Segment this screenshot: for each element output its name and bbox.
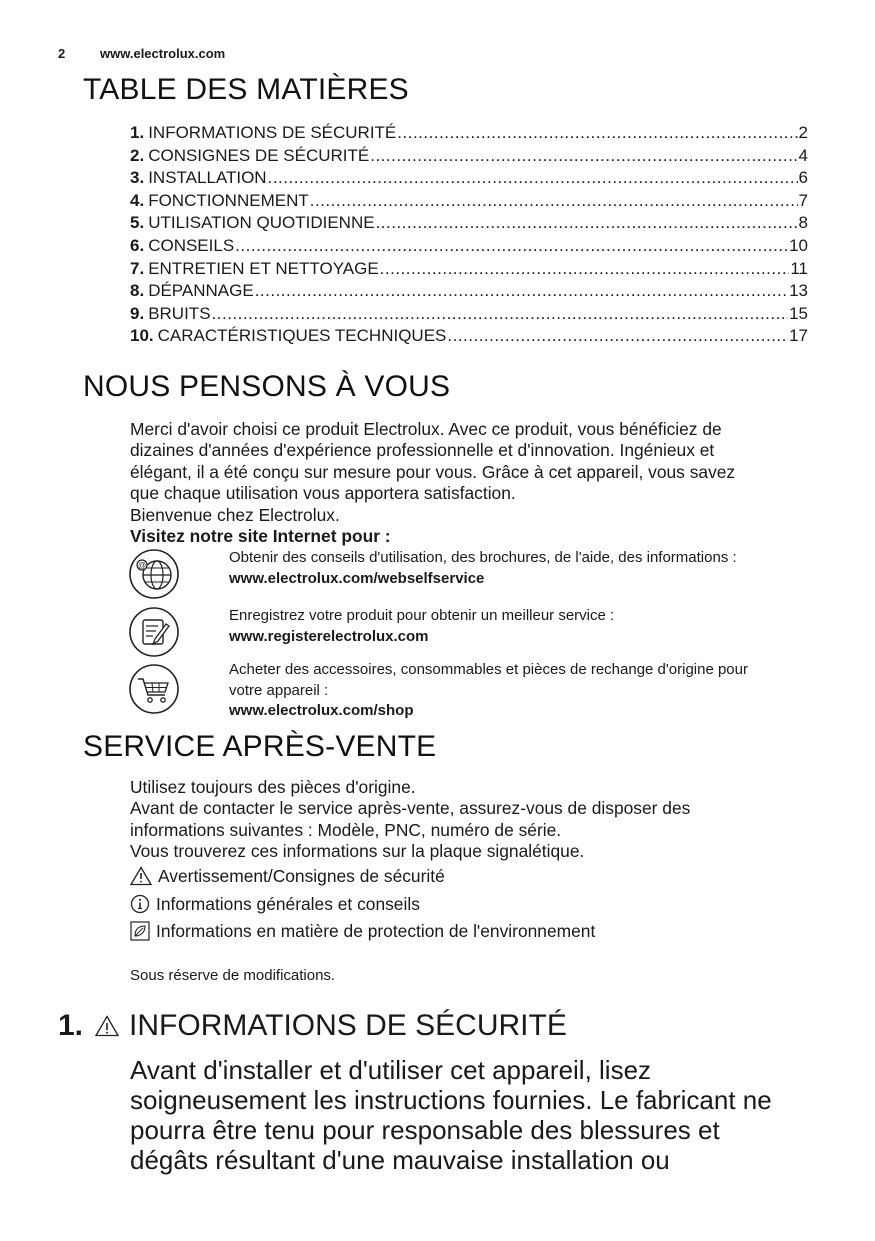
toc-entry-number: 8.: [130, 281, 145, 301]
legend-item: [130, 892, 420, 916]
info-icon: [130, 894, 150, 914]
legend-label: Informations générales et conseils: [156, 893, 420, 914]
section-number: 1.: [58, 1009, 84, 1042]
toc-entry-page: 17: [789, 326, 808, 346]
paragraph-line: élégant, il a été conçu sur mesure pour vous. Grâce à cet appareil, vous savez: [130, 461, 736, 482]
paragraph-line: soigneusement les instructions fournies. Le fabricant ne: [130, 1085, 772, 1115]
toc-entry-page: 15: [789, 303, 808, 323]
service-title: SERVICE APRÈS-VENTE: [83, 730, 437, 763]
environment-leaf-icon: [130, 921, 150, 941]
toc-entry-page: 13: [789, 281, 808, 301]
paragraph-line: Avant de contacter le service après-vente, assurez-vous de disposer des: [130, 798, 691, 819]
paragraph-line: pourra être tenu pour responsable des blessures et: [130, 1115, 720, 1145]
modification-note: Sous réserve de modifications.: [130, 967, 336, 984]
link-description: votre appareil :: [229, 681, 329, 699]
toc-entry-label: UTILISATION QUOTIDIENNE: [148, 213, 375, 233]
register-form-icon: [128, 606, 180, 663]
link-description: Enregistrez votre produit pour obtenir un meilleur service :: [229, 607, 615, 624]
toc-entry[interactable]: [130, 280, 808, 303]
legend-item: [130, 864, 445, 888]
toc-entry-number: 6.: [130, 235, 145, 255]
thinking-title: NOUS PENSONS À VOUS: [83, 370, 451, 403]
legend-item: [130, 919, 595, 943]
toc-entry-number: 10.: [130, 326, 154, 346]
section-title: INFORMATIONS DE SÉCURITÉ: [129, 1009, 567, 1042]
toc-entry-label: CONSEILS: [148, 235, 235, 255]
toc-entry-number: 2.: [130, 145, 145, 165]
toc-entry-number: 5.: [130, 213, 145, 233]
visit-label: Visitez notre site Internet pour :: [130, 526, 391, 547]
toc-entry-number: 1.: [130, 123, 145, 142]
paragraph-line: Bienvenue chez Electrolux.: [130, 504, 340, 525]
paragraph-line: dizaines d'années d'expérience professionnelle et d'innovation. Ingénieux et: [130, 440, 715, 461]
toc-entry[interactable]: [130, 122, 808, 145]
link-description: Obtenir des conseils d'utilisation, des brochures, de l'aide, des informations :: [229, 549, 737, 566]
toc-entry-page: 2: [798, 123, 808, 142]
toc-entry-number: 4.: [130, 190, 145, 210]
legend-label: Informations en matière de protection de l'environnement: [156, 920, 596, 941]
website-link[interactable]: www.electrolux.com: [100, 46, 226, 61]
toc-title: TABLE DES MATIÈRES: [83, 73, 409, 106]
toc-entry-label: ENTRETIEN ET NETTOYAGE: [148, 258, 379, 278]
toc-entry-number: 7.: [130, 258, 145, 278]
toc-entry-page: 11: [790, 258, 808, 278]
paragraph-line: Avant d'installer et d'utiliser cet appareil, lisez: [130, 1055, 652, 1085]
toc-entry[interactable]: [130, 325, 808, 348]
toc-entry-label: DÉPANNAGE: [148, 281, 254, 301]
toc-entry-page: 4: [798, 145, 808, 165]
toc-entry-label: INFORMATIONS DE SÉCURITÉ: [148, 123, 397, 142]
toc-entry[interactable]: [130, 212, 808, 235]
service-intro: [130, 777, 690, 863]
paragraph-line: Utilisez toujours des pièces d'origine.: [130, 777, 416, 797]
warning-triangle-icon: [130, 866, 152, 886]
toc-entry-label: INSTALLATION: [148, 168, 267, 188]
page-number: 2: [58, 46, 66, 61]
toc-entry[interactable]: [130, 235, 808, 258]
thinking-intro: [130, 419, 735, 547]
table-of-contents: [130, 122, 808, 348]
toc-entry[interactable]: [130, 258, 808, 281]
register-link[interactable]: www.registerelectrolux.com: [229, 627, 429, 645]
toc-entry-label: BRUITS: [148, 303, 211, 323]
toc-entry-label: CONSIGNES DE SÉCURITÉ: [148, 145, 370, 165]
paragraph-line: informations suivantes : Modèle, PNC, numéro de série.: [130, 819, 562, 840]
toc-entry[interactable]: [130, 145, 808, 168]
shopping-cart-icon: [128, 663, 180, 720]
toc-entry[interactable]: [130, 167, 808, 190]
toc-entry-page: 6: [798, 168, 808, 188]
link-text: [229, 548, 819, 589]
paragraph-line: Vous trouverez ces informations sur la plaque signalétique.: [130, 841, 585, 862]
toc-entry[interactable]: [130, 303, 808, 326]
web-globe-icon: [128, 548, 180, 605]
legend-label: Avertissement/Consignes de sécurité: [158, 865, 445, 886]
toc-entry-number: 3.: [130, 168, 145, 188]
safety-heading: [58, 1009, 567, 1043]
page-header: [58, 46, 225, 61]
paragraph-line: que chaque utilisation vous apportera satisfaction.: [130, 483, 516, 504]
link-description: Acheter des accessoires, consommables et pièces de rechange d'origine pour: [229, 661, 748, 678]
link-text: [229, 660, 819, 722]
warning-triangle-icon: [95, 1015, 119, 1037]
toc-entry-label: CARACTÉRISTIQUES TECHNIQUES: [157, 326, 447, 346]
toc-entry[interactable]: [130, 190, 808, 213]
toc-entry-page: 7: [798, 190, 808, 210]
link-text: [229, 606, 819, 647]
paragraph-line: Merci d'avoir choisi ce produit Electrolux. Avec ce produit, vous bénéficiez de: [130, 419, 722, 439]
shop-link[interactable]: www.electrolux.com/shop: [229, 702, 414, 719]
paragraph-line: dégâts résultant d'une mauvaise installation ou: [130, 1145, 670, 1175]
toc-entry-number: 9.: [130, 303, 145, 323]
webselfservice-link[interactable]: www.electrolux.com/webselfservice: [229, 569, 485, 587]
svg-text:@: @: [137, 561, 147, 570]
toc-entry-label: FONCTIONNEMENT: [148, 190, 309, 210]
safety-intro: [130, 1055, 830, 1175]
toc-entry-page: 10: [789, 235, 808, 255]
toc-entry-page: 8: [798, 213, 808, 233]
